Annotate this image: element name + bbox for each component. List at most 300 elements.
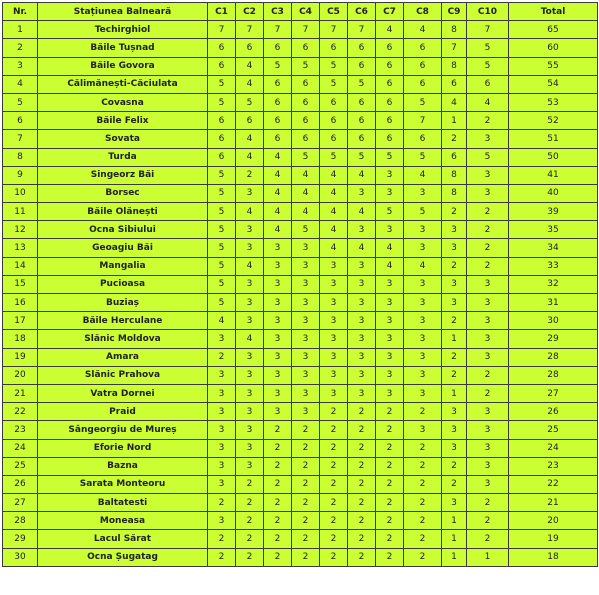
cell-c3: 6 <box>264 112 292 130</box>
table-header <box>3 3 598 21</box>
cell-c1: 3 <box>208 421 236 439</box>
cell-station-name: Singeorz Băi <box>38 166 208 184</box>
cell-c9: 2 <box>442 203 467 221</box>
cell-c3: 3 <box>264 312 292 330</box>
cell-c1: 3 <box>208 475 236 493</box>
cell-c10: 3 <box>467 475 509 493</box>
table-row <box>3 130 598 148</box>
table-row <box>3 366 598 384</box>
cell-nr: 7 <box>3 130 38 148</box>
cell-c9: 3 <box>442 275 467 293</box>
cell-c4: 2 <box>292 439 320 457</box>
table-row <box>3 57 598 75</box>
cell-c7: 2 <box>376 475 404 493</box>
cell-c5: 6 <box>320 112 348 130</box>
cell-c9: 6 <box>442 75 467 93</box>
cell-c8: 2 <box>404 530 442 548</box>
cell-nr: 10 <box>3 184 38 202</box>
col-header-c3: C3 <box>264 3 292 21</box>
cell-c7: 2 <box>376 548 404 566</box>
cell-c7: 5 <box>376 148 404 166</box>
cell-c6: 2 <box>348 512 376 530</box>
cell-c6: 3 <box>348 366 376 384</box>
cell-c10: 4 <box>467 93 509 111</box>
cell-c4: 5 <box>292 57 320 75</box>
cell-c9: 3 <box>442 294 467 312</box>
cell-c6: 6 <box>348 112 376 130</box>
cell-nr: 27 <box>3 494 38 512</box>
cell-total: 28 <box>509 366 598 384</box>
cell-c6: 6 <box>348 130 376 148</box>
cell-c4: 4 <box>292 203 320 221</box>
cell-c7: 3 <box>376 166 404 184</box>
cell-c9: 3 <box>442 421 467 439</box>
cell-station-name: Băile Govora <box>38 57 208 75</box>
table-row <box>3 548 598 566</box>
cell-c1: 5 <box>208 239 236 257</box>
cell-c6: 3 <box>348 257 376 275</box>
cell-c2: 3 <box>236 239 264 257</box>
cell-total: 20 <box>509 512 598 530</box>
cell-c6: 7 <box>348 21 376 39</box>
cell-station-name: Călimănești-Căciulata <box>38 75 208 93</box>
cell-c3: 4 <box>264 221 292 239</box>
cell-station-name: Techirghiol <box>38 21 208 39</box>
cell-c7: 3 <box>376 384 404 402</box>
cell-c5: 4 <box>320 184 348 202</box>
cell-c3: 6 <box>264 75 292 93</box>
cell-c9: 1 <box>442 548 467 566</box>
cell-c5: 2 <box>320 475 348 493</box>
cell-station-name: Sovata <box>38 130 208 148</box>
cell-c3: 6 <box>264 130 292 148</box>
cell-c3: 3 <box>264 330 292 348</box>
cell-c1: 5 <box>208 275 236 293</box>
cell-c6: 5 <box>348 75 376 93</box>
cell-c1: 3 <box>208 403 236 421</box>
cell-c10: 3 <box>467 330 509 348</box>
cell-c1: 5 <box>208 184 236 202</box>
table-row <box>3 184 598 202</box>
cell-c8: 2 <box>404 512 442 530</box>
cell-nr: 25 <box>3 457 38 475</box>
cell-c9: 7 <box>442 39 467 57</box>
cell-c1: 3 <box>208 457 236 475</box>
cell-c7: 6 <box>376 57 404 75</box>
cell-c4: 4 <box>292 166 320 184</box>
cell-c10: 3 <box>467 275 509 293</box>
cell-c4: 5 <box>292 221 320 239</box>
cell-c1: 5 <box>208 221 236 239</box>
cell-c5: 2 <box>320 403 348 421</box>
cell-station-name: Buziaș <box>38 294 208 312</box>
cell-c10: 3 <box>467 457 509 475</box>
cell-c10: 2 <box>467 366 509 384</box>
table-row <box>3 75 598 93</box>
cell-c2: 3 <box>236 366 264 384</box>
cell-nr: 3 <box>3 57 38 75</box>
cell-c1: 5 <box>208 257 236 275</box>
cell-station-name: Băile Tușnad <box>38 39 208 57</box>
cell-c6: 4 <box>348 166 376 184</box>
cell-c5: 2 <box>320 512 348 530</box>
cell-c3: 2 <box>264 494 292 512</box>
cell-c1: 4 <box>208 312 236 330</box>
cell-c4: 2 <box>292 530 320 548</box>
cell-c6: 2 <box>348 494 376 512</box>
cell-c4: 3 <box>292 239 320 257</box>
cell-c1: 6 <box>208 57 236 75</box>
cell-c5: 3 <box>320 275 348 293</box>
cell-c6: 3 <box>348 275 376 293</box>
cell-c6: 6 <box>348 39 376 57</box>
cell-c1: 2 <box>208 494 236 512</box>
table-row <box>3 384 598 402</box>
cell-station-name: Moneasa <box>38 512 208 530</box>
cell-station-name: Eforie Nord <box>38 439 208 457</box>
cell-c7: 3 <box>376 366 404 384</box>
cell-c4: 6 <box>292 112 320 130</box>
cell-station-name: Sângeorgiu de Mureș <box>38 421 208 439</box>
cell-c9: 1 <box>442 384 467 402</box>
cell-c6: 3 <box>348 184 376 202</box>
cell-c8: 4 <box>404 257 442 275</box>
cell-c1: 2 <box>208 348 236 366</box>
cell-c6: 3 <box>348 330 376 348</box>
cell-c8: 3 <box>404 312 442 330</box>
cell-total: 19 <box>509 530 598 548</box>
cell-c2: 3 <box>236 312 264 330</box>
cell-c5: 2 <box>320 530 348 548</box>
cell-c2: 4 <box>236 257 264 275</box>
cell-c1: 2 <box>208 548 236 566</box>
table-row <box>3 457 598 475</box>
cell-total: 23 <box>509 457 598 475</box>
cell-c5: 5 <box>320 75 348 93</box>
cell-c8: 2 <box>404 403 442 421</box>
col-header-c1: C1 <box>208 3 236 21</box>
cell-c4: 2 <box>292 512 320 530</box>
cell-c1: 5 <box>208 166 236 184</box>
cell-nr: 22 <box>3 403 38 421</box>
cell-c5: 3 <box>320 366 348 384</box>
cell-c3: 2 <box>264 439 292 457</box>
cell-c2: 2 <box>236 475 264 493</box>
cell-c2: 2 <box>236 166 264 184</box>
cell-c6: 3 <box>348 312 376 330</box>
cell-nr: 24 <box>3 439 38 457</box>
cell-c5: 2 <box>320 439 348 457</box>
cell-c3: 2 <box>264 512 292 530</box>
cell-c1: 5 <box>208 203 236 221</box>
cell-c4: 2 <box>292 475 320 493</box>
cell-c10: 3 <box>467 348 509 366</box>
cell-c10: 5 <box>467 57 509 75</box>
cell-c1: 3 <box>208 366 236 384</box>
cell-c7: 3 <box>376 184 404 202</box>
cell-c5: 3 <box>320 330 348 348</box>
cell-nr: 19 <box>3 348 38 366</box>
cell-c10: 3 <box>467 312 509 330</box>
cell-c2: 4 <box>236 203 264 221</box>
cell-c2: 4 <box>236 57 264 75</box>
cell-c6: 3 <box>348 348 376 366</box>
cell-c8: 7 <box>404 112 442 130</box>
cell-total: 28 <box>509 348 598 366</box>
table-row <box>3 439 598 457</box>
table-row <box>3 21 598 39</box>
cell-c6: 2 <box>348 439 376 457</box>
cell-c3: 2 <box>264 475 292 493</box>
cell-c3: 6 <box>264 39 292 57</box>
cell-c10: 5 <box>467 148 509 166</box>
cell-c9: 2 <box>442 366 467 384</box>
cell-c8: 5 <box>404 93 442 111</box>
cell-c10: 2 <box>467 494 509 512</box>
cell-c2: 2 <box>236 530 264 548</box>
cell-c3: 4 <box>264 166 292 184</box>
cell-total: 32 <box>509 275 598 293</box>
table-row <box>3 275 598 293</box>
cell-c7: 5 <box>376 203 404 221</box>
cell-c2: 3 <box>236 221 264 239</box>
cell-c7: 6 <box>376 93 404 111</box>
cell-station-name: Băile Olănești <box>38 203 208 221</box>
cell-c6: 6 <box>348 57 376 75</box>
cell-station-name: Slănic Prahova <box>38 366 208 384</box>
cell-c7: 2 <box>376 457 404 475</box>
cell-c1: 3 <box>208 330 236 348</box>
cell-c1: 5 <box>208 294 236 312</box>
cell-c5: 4 <box>320 203 348 221</box>
table-row <box>3 312 598 330</box>
cell-nr: 17 <box>3 312 38 330</box>
cell-nr: 9 <box>3 166 38 184</box>
cell-c4: 2 <box>292 548 320 566</box>
cell-nr: 18 <box>3 330 38 348</box>
table-row <box>3 494 598 512</box>
cell-c7: 6 <box>376 112 404 130</box>
cell-c5: 3 <box>320 257 348 275</box>
cell-c1: 3 <box>208 512 236 530</box>
cell-c5: 6 <box>320 39 348 57</box>
cell-c9: 2 <box>442 130 467 148</box>
cell-c9: 8 <box>442 184 467 202</box>
cell-c4: 3 <box>292 257 320 275</box>
cell-station-name: Geoagiu Băi <box>38 239 208 257</box>
cell-c8: 2 <box>404 475 442 493</box>
cell-c6: 2 <box>348 475 376 493</box>
col-header-c8: C8 <box>404 3 442 21</box>
cell-c2: 7 <box>236 21 264 39</box>
cell-nr: 23 <box>3 421 38 439</box>
cell-total: 22 <box>509 475 598 493</box>
cell-c2: 3 <box>236 275 264 293</box>
table-row <box>3 403 598 421</box>
cell-c5: 4 <box>320 166 348 184</box>
col-header-c9: C9 <box>442 3 467 21</box>
cell-c3: 4 <box>264 184 292 202</box>
cell-c10: 2 <box>467 257 509 275</box>
cell-c2: 3 <box>236 348 264 366</box>
table-body <box>3 21 598 567</box>
cell-c9: 1 <box>442 112 467 130</box>
cell-c3: 3 <box>264 294 292 312</box>
cell-c1: 2 <box>208 530 236 548</box>
cell-c7: 2 <box>376 439 404 457</box>
cell-station-name: Pucioasa <box>38 275 208 293</box>
cell-nr: 5 <box>3 93 38 111</box>
cell-c4: 5 <box>292 148 320 166</box>
cell-c6: 2 <box>348 548 376 566</box>
cell-c9: 2 <box>442 312 467 330</box>
cell-c10: 3 <box>467 439 509 457</box>
cell-c8: 3 <box>404 184 442 202</box>
cell-station-name: Băile Felix <box>38 112 208 130</box>
cell-c6: 2 <box>348 403 376 421</box>
cell-c8: 6 <box>404 39 442 57</box>
cell-c3: 6 <box>264 93 292 111</box>
cell-c10: 6 <box>467 75 509 93</box>
cell-c9: 1 <box>442 512 467 530</box>
cell-c3: 2 <box>264 421 292 439</box>
cell-c8: 3 <box>404 239 442 257</box>
cell-c2: 3 <box>236 457 264 475</box>
table-row <box>3 294 598 312</box>
cell-c3: 7 <box>264 21 292 39</box>
cell-station-name: Mangalia <box>38 257 208 275</box>
cell-total: 35 <box>509 221 598 239</box>
cell-c3: 3 <box>264 403 292 421</box>
cell-c9: 2 <box>442 475 467 493</box>
cell-c9: 2 <box>442 348 467 366</box>
cell-c1: 6 <box>208 130 236 148</box>
cell-nr: 30 <box>3 548 38 566</box>
cell-c2: 2 <box>236 512 264 530</box>
table-row <box>3 348 598 366</box>
cell-station-name: Praid <box>38 403 208 421</box>
cell-c4: 2 <box>292 494 320 512</box>
cell-c4: 3 <box>292 330 320 348</box>
cell-c9: 8 <box>442 21 467 39</box>
cell-c7: 3 <box>376 312 404 330</box>
cell-c3: 4 <box>264 148 292 166</box>
cell-c8: 6 <box>404 75 442 93</box>
cell-c2: 5 <box>236 93 264 111</box>
cell-c8: 2 <box>404 548 442 566</box>
cell-nr: 20 <box>3 366 38 384</box>
table-row <box>3 39 598 57</box>
cell-total: 33 <box>509 257 598 275</box>
cell-c2: 3 <box>236 439 264 457</box>
cell-c2: 4 <box>236 148 264 166</box>
cell-c7: 6 <box>376 130 404 148</box>
cell-c4: 4 <box>292 184 320 202</box>
cell-c9: 1 <box>442 330 467 348</box>
cell-c5: 5 <box>320 148 348 166</box>
cell-c1: 3 <box>208 439 236 457</box>
cell-c3: 5 <box>264 57 292 75</box>
cell-c9: 3 <box>442 403 467 421</box>
cell-c8: 4 <box>404 166 442 184</box>
cell-c1: 6 <box>208 148 236 166</box>
cell-c5: 6 <box>320 130 348 148</box>
cell-nr: 16 <box>3 294 38 312</box>
cell-c10: 3 <box>467 184 509 202</box>
cell-c3: 2 <box>264 457 292 475</box>
cell-total: 26 <box>509 403 598 421</box>
cell-total: 24 <box>509 439 598 457</box>
cell-c2: 3 <box>236 384 264 402</box>
cell-c4: 3 <box>292 312 320 330</box>
cell-c4: 7 <box>292 21 320 39</box>
header-row <box>3 3 598 21</box>
cell-station-name: Lacul Sărat <box>38 530 208 548</box>
cell-c5: 3 <box>320 294 348 312</box>
cell-c10: 2 <box>467 512 509 530</box>
cell-total: 25 <box>509 421 598 439</box>
cell-c1: 5 <box>208 75 236 93</box>
cell-total: 34 <box>509 239 598 257</box>
ranking-table-container <box>2 2 597 567</box>
cell-total: 41 <box>509 166 598 184</box>
cell-c6: 4 <box>348 203 376 221</box>
cell-c10: 2 <box>467 239 509 257</box>
cell-total: 55 <box>509 57 598 75</box>
cell-c1: 7 <box>208 21 236 39</box>
cell-c8: 2 <box>404 494 442 512</box>
cell-c10: 1 <box>467 548 509 566</box>
cell-c10: 2 <box>467 203 509 221</box>
cell-c8: 2 <box>404 439 442 457</box>
cell-c3: 2 <box>264 530 292 548</box>
cell-c10: 2 <box>467 384 509 402</box>
cell-c8: 5 <box>404 148 442 166</box>
table-row <box>3 148 598 166</box>
cell-station-name: Băile Herculane <box>38 312 208 330</box>
cell-total: 31 <box>509 294 598 312</box>
table-row <box>3 93 598 111</box>
cell-c9: 2 <box>442 257 467 275</box>
cell-total: 60 <box>509 39 598 57</box>
cell-nr: 2 <box>3 39 38 57</box>
cell-c3: 3 <box>264 275 292 293</box>
cell-c8: 3 <box>404 384 442 402</box>
cell-c3: 4 <box>264 203 292 221</box>
cell-c1: 5 <box>208 93 236 111</box>
col-header-c5: C5 <box>320 3 348 21</box>
cell-c7: 2 <box>376 403 404 421</box>
cell-c9: 2 <box>442 457 467 475</box>
cell-c7: 6 <box>376 75 404 93</box>
cell-nr: 1 <box>3 21 38 39</box>
cell-station-name: Bazna <box>38 457 208 475</box>
cell-c8: 3 <box>404 330 442 348</box>
cell-total: 30 <box>509 312 598 330</box>
cell-c2: 6 <box>236 39 264 57</box>
cell-c8: 6 <box>404 130 442 148</box>
cell-c7: 4 <box>376 239 404 257</box>
cell-c6: 5 <box>348 148 376 166</box>
cell-c9: 4 <box>442 93 467 111</box>
table-row <box>3 512 598 530</box>
spa-ranking-table <box>2 2 598 567</box>
col-header-c4: C4 <box>292 3 320 21</box>
cell-c9: 3 <box>442 439 467 457</box>
cell-c10: 3 <box>467 403 509 421</box>
cell-c4: 2 <box>292 457 320 475</box>
cell-station-name: Sarata Monteoru <box>38 475 208 493</box>
